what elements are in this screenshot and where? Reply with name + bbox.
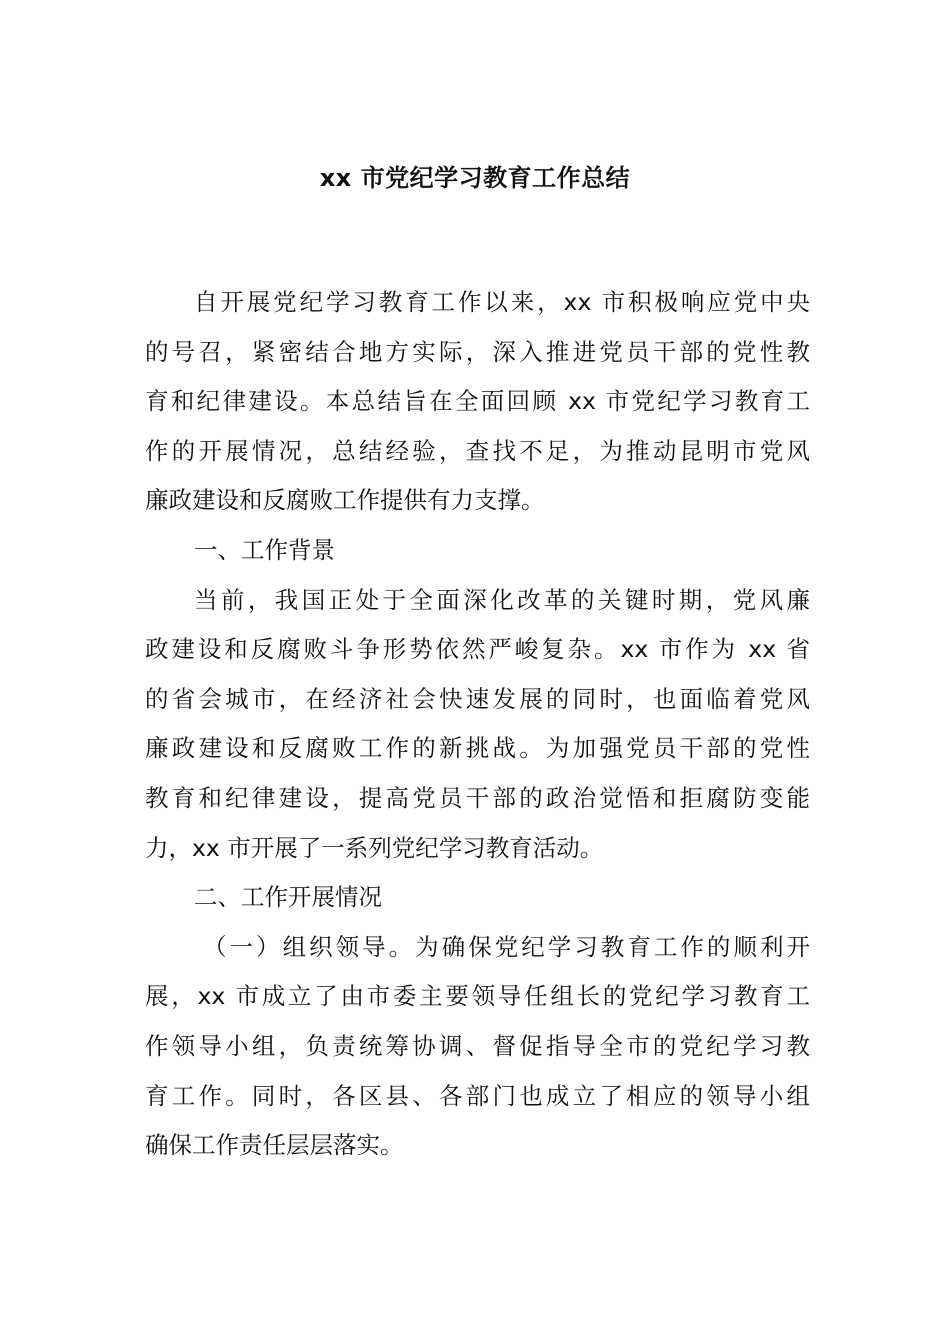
text-line: 育工作。同时，各区县、各部门也成立了相应的领导小组	[145, 1081, 810, 1110]
text-line: 教育和纪律建设，提高党员干部的政治觉悟和拒腐防变能	[145, 783, 810, 812]
paragraph-intro	[145, 283, 810, 531]
text-line: 廉政建设和反腐败工作的新挑战。为加强党员干部的党性	[145, 734, 810, 763]
section-heading-progress: 二、工作开展情况	[194, 883, 382, 912]
text-line: 展，xx 市成立了由市委主要领导任组长的党纪学习教育工	[145, 982, 810, 1011]
text-line: 的号召，紧密结合地方实际，深入推进党员干部的党性教	[145, 337, 810, 366]
document-title: xx 市党纪学习教育工作总结	[319, 164, 631, 192]
text-line: 廉政建设和反腐败工作提供有力支撑。	[145, 486, 545, 515]
text-line: 力，xx 市开展了一系列党纪学习教育活动。	[145, 833, 604, 862]
section-heading-background: 一、工作背景	[194, 535, 335, 564]
document-body	[145, 283, 810, 1176]
text-line: （一）组织领导。为确保党纪学习教育工作的顺利开	[203, 932, 810, 961]
paragraph-background	[145, 581, 810, 879]
text-line: 育和纪律建设。本总结旨在全面回顾 xx 市党纪学习教育工	[145, 387, 810, 416]
text-line: 确保工作责任层层落实。	[145, 1131, 404, 1160]
text-line: 当前，我国正处于全面深化改革的关键时期，党风廉	[194, 585, 810, 614]
text-line: 政建设和反腐败斗争形势依然严峻复杂。xx 市作为 xx 省	[145, 635, 810, 664]
text-line: 作的开展情况，总结经验，查找不足，为推动昆明市党风	[145, 436, 810, 465]
text-line: 的省会城市，在经济社会快速发展的同时，也面临着党风	[145, 684, 810, 713]
text-line: 作领导小组，负责统筹协调、督促指导全市的党纪学习教	[145, 1031, 810, 1060]
text-line: 自开展党纪学习教育工作以来，xx 市积极响应党中央	[194, 288, 810, 316]
paragraph-organization-leadership	[145, 928, 810, 1176]
